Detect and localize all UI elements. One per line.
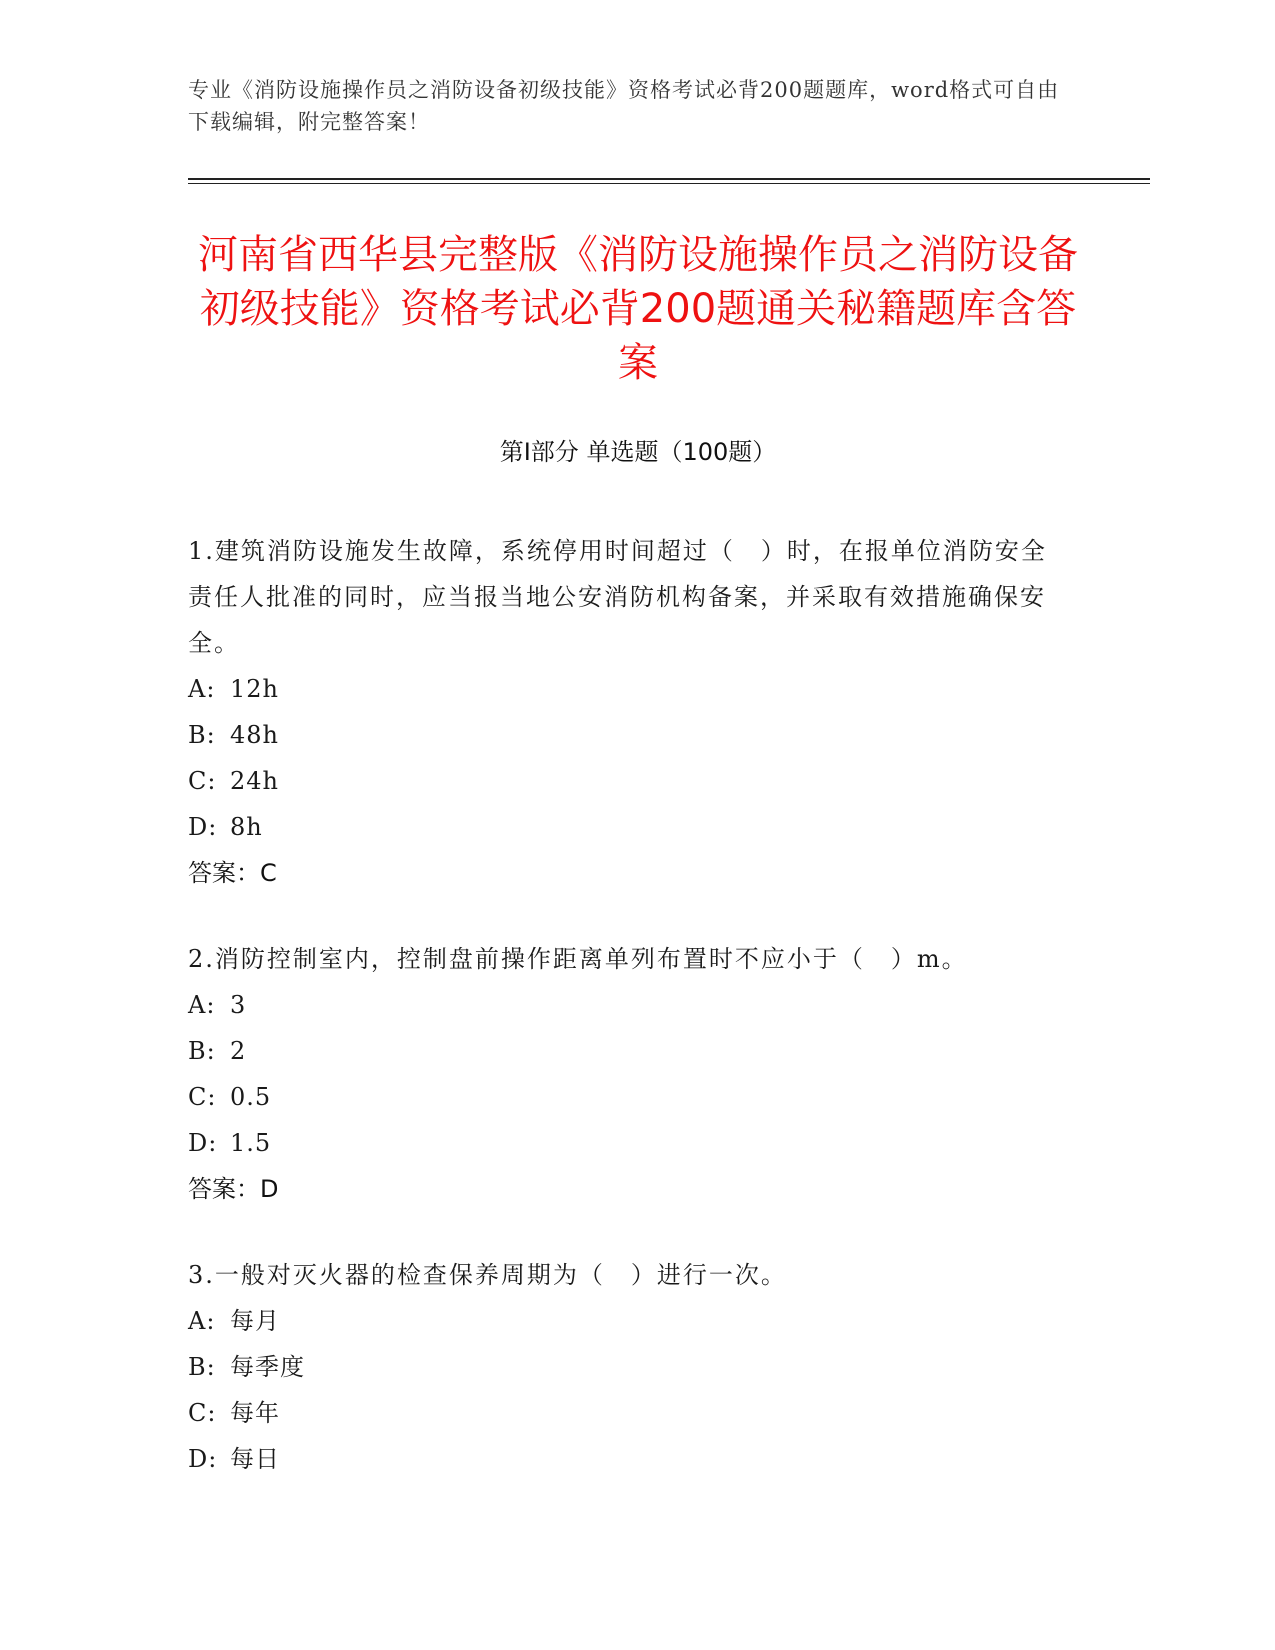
option-d [188, 1436, 1068, 1482]
option-a [188, 1298, 1068, 1344]
question-1 [188, 528, 1068, 896]
question-stem: 1.建筑消防设施发生故障，系统停用时间超过（ ）时，在报单位消防安全责任人批准的同时，应当报当地公安消防机构备案，并采取有效措施确保安全。 [188, 537, 1047, 657]
question-3 [188, 1252, 1068, 1482]
option-letter: A: [188, 675, 216, 703]
header-rule-thin [188, 183, 1150, 184]
answer: 答案：C [188, 859, 277, 887]
question-2 [188, 936, 1068, 1212]
option-text: 8h [230, 813, 263, 841]
option-d [188, 804, 1068, 850]
option-letter: B: [188, 1353, 216, 1381]
option-text: 1.5 [230, 1129, 272, 1157]
option-text: 2 [230, 1037, 247, 1065]
question-stem: 2.消防控制室内，控制盘前操作距离单列布置时不应小于（ ）m。 [188, 945, 968, 973]
option-letter: A: [188, 1307, 216, 1335]
option-a [188, 666, 1068, 712]
option-text: 每月 [230, 1307, 280, 1335]
option-text: 0.5 [230, 1083, 272, 1111]
option-text: 24h [230, 767, 279, 795]
question-stem: 3.一般对灭火器的检查保养周期为（ ）进行一次。 [188, 1261, 787, 1289]
option-text: 12h [230, 675, 279, 703]
option-d [188, 1120, 1068, 1166]
option-letter: D: [188, 1445, 218, 1473]
question-list [188, 528, 1068, 1522]
option-a [188, 982, 1068, 1028]
option-letter: C: [188, 1083, 217, 1111]
option-c [188, 1074, 1068, 1120]
option-letter: D: [188, 813, 218, 841]
answer: 答案：D [188, 1175, 279, 1203]
option-c [188, 758, 1068, 804]
option-letter: C: [188, 767, 217, 795]
option-letter: B: [188, 721, 216, 749]
option-b [188, 1344, 1068, 1390]
option-text: 每日 [230, 1445, 280, 1473]
document-title: 河南省西华县完整版《消防设施操作员之消防设备初级技能》资格考试必背200题通关秘籍题库含答案 [198, 232, 1078, 386]
option-letter: A: [188, 991, 216, 1019]
option-letter: C: [188, 1399, 217, 1427]
header-note: 专业《消防设施操作员之消防设备初级技能》资格考试必背200题题库，word格式可自由下载编辑，附完整答案！ [188, 78, 1060, 134]
option-letter: D: [188, 1129, 218, 1157]
option-b [188, 1028, 1068, 1074]
option-text: 48h [230, 721, 279, 749]
option-c [188, 1390, 1068, 1436]
option-text: 每季度 [230, 1353, 305, 1381]
option-b [188, 712, 1068, 758]
option-text: 3 [230, 991, 247, 1019]
option-letter: B: [188, 1037, 216, 1065]
option-text: 每年 [230, 1399, 280, 1427]
section-title: 第I部分 单选题（100题） [499, 438, 777, 466]
header-rule-thick [188, 178, 1150, 180]
